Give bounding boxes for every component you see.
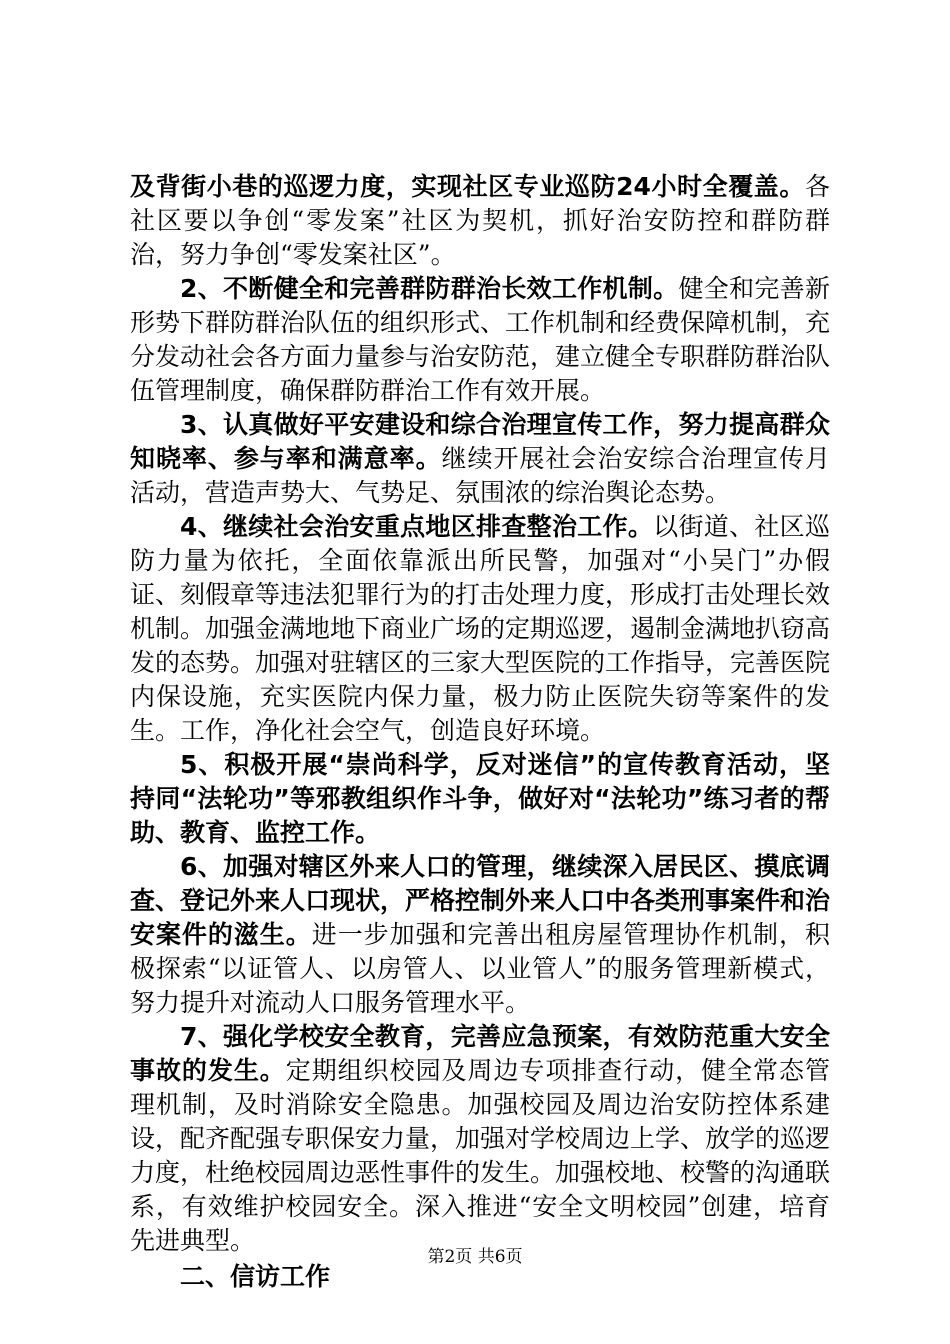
paragraph-lead: 及背街小巷的巡逻力度，实现社区专业巡防24小时全覆盖。 bbox=[130, 172, 805, 201]
paragraph-lead: 5、积极开展“崇尚科学，反对迷信”的宣传教育活动，坚持同“法轮功”等邪教组织作斗争，做好对“法轮功”练习者的帮助、教育、监控工作。 bbox=[130, 750, 830, 847]
paragraph-lead: 3、认真做好平安建设和综合治理宣传工作，努力提高群众知晓率、参与率和满意率。 bbox=[130, 410, 830, 473]
paragraph-2 bbox=[130, 272, 830, 408]
paragraph-lead: 7、强化学校安全教育，完善应急预案，有效防范重大安全事故的发生。 bbox=[130, 1022, 830, 1085]
paragraph-5 bbox=[130, 748, 830, 850]
paragraph-lead: 6、加强对辖区外来人口的管理，继续深入居民区、摸底调查、登记外来人口现状，严格控制外来人口中各类刑事案件和治安案件的滋生。 bbox=[130, 852, 831, 949]
paragraph-1 bbox=[130, 170, 830, 272]
paragraph-lead: 4、继续社会治安重点地区排查整治工作。 bbox=[180, 512, 654, 541]
paragraph-text: 各社区要以争创“零发案”社区为契机，抓好治安防控和群防群治，努力争创“零发案社区”。 bbox=[130, 172, 830, 269]
paragraph-text: 定期组织校园及周边专项排查行动，健全常态管理机制，及时消除安全隐患。加强校园及周边治安防控体系建设，配齐配强专职保安力量，加强对学校周边上学、放学的巡逻力度，杜绝校园周边恶性事件的发生。加强校地、校警的沟通联系，有效维护校园安全。深入推进“安全文明校园”创建，培育先进典型。 bbox=[130, 1056, 831, 1255]
document-body bbox=[130, 170, 830, 1294]
paragraph-text: 健全和完善新形势下群防群治队伍的组织形式、工作机制和经费保障机制，充分发动社会各方面力量参与治安防范，建立健全专职群防群治队伍管理制度，确保群防群治工作有效开展。 bbox=[130, 274, 831, 405]
section-heading: 二、信访工作 bbox=[180, 1262, 331, 1291]
paragraph-text: 以街道、社区巡防力量为依托，全面依靠派出所民警，加强对“小吴门”办假证、刻假章等违法犯罪行为的打击处理力度，形成打击处理长效机制。加强金满地地下商业广场的定期巡逻，遏制金满地扒窃高发的态势。加强对驻辖区的三家大型医院的工作指导，完善医院内保设施，充实医院内保力量，极力防止医院失窃等案件的发生。工作，净化社会空气，创造良好环境。 bbox=[130, 512, 831, 745]
paragraph-lead: 2、不断健全和完善群防群治长效工作机制。 bbox=[180, 274, 679, 303]
paragraph-text: 继续开展社会治安综合治理宣传月活动，营造声势大、气势足、氛围浓的综治舆论态势。 bbox=[130, 444, 830, 507]
paragraph-4 bbox=[130, 510, 830, 748]
paragraph-text: 进一步加强和完善出租房屋管理协作机制，积极探索“以证管人、以房管人、以业管人”的服务管理新模式，努力提升对流动人口服务管理水平。 bbox=[130, 920, 830, 1017]
paragraph-7 bbox=[130, 1020, 830, 1258]
paragraph-3 bbox=[130, 408, 830, 510]
page-number-footer: 第2页 共6页 bbox=[427, 1247, 523, 1267]
paragraph-6 bbox=[130, 850, 830, 1020]
